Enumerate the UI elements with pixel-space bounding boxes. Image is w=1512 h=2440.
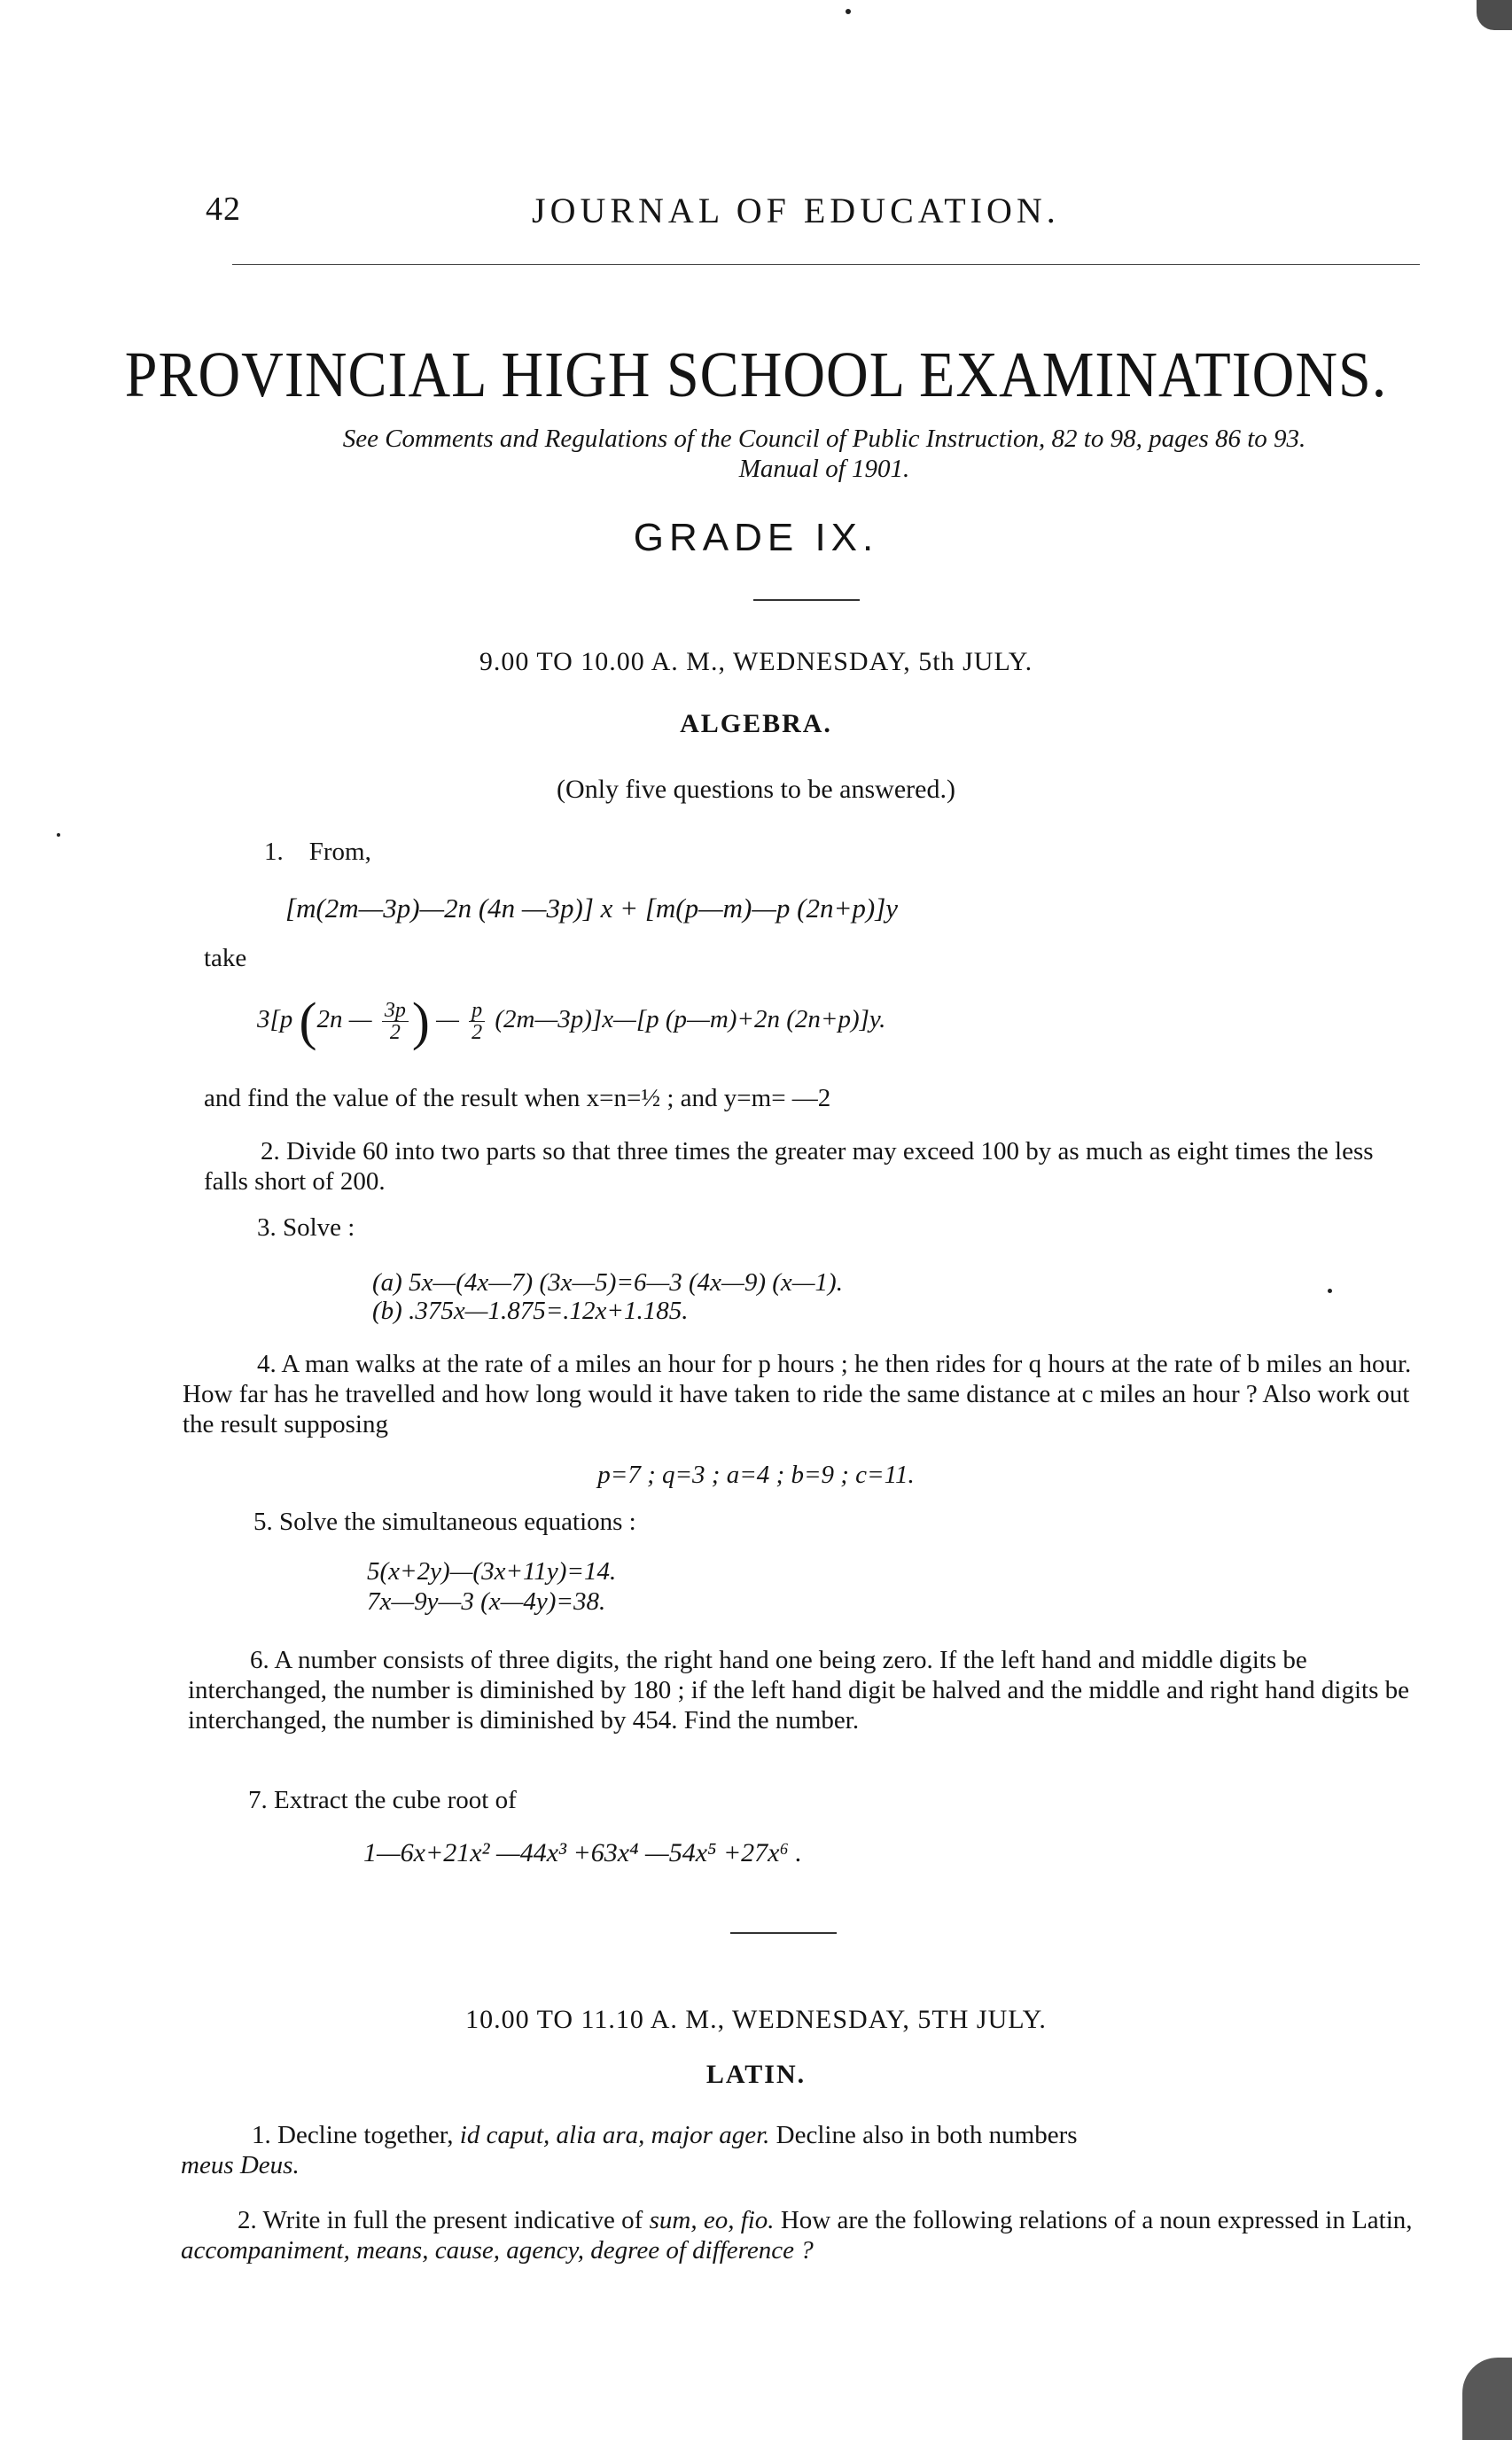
- algebra-q4-values: p=7 ; q=3 ; a=4 ; b=9 ; c=11.: [597, 1461, 915, 1489]
- scan-speck-margin: [57, 833, 60, 837]
- latin-q1-line-2: meus Deus.: [181, 2151, 300, 2179]
- algebra-instructions: (Only five questions to be answered.): [557, 775, 955, 804]
- algebra-q5-eq1: 5(x+2y)—(3x+11y)=14.: [367, 1557, 617, 1586]
- reference-line-2: Manual of 1901.: [738, 455, 910, 483]
- page-number: 42: [206, 191, 241, 228]
- latin-q2-lead: 2. Write in full the present indicative of: [238, 2206, 643, 2234]
- q1-number: 1.: [264, 838, 284, 866]
- algebra-q1-label: [264, 837, 371, 867]
- reference-line-1: See Comments and Regulations of the Council of Public Instruction, 82 to 98, pages 86 to 93.: [342, 425, 1306, 453]
- grade-divider: [753, 599, 860, 601]
- section-divider: [730, 1932, 837, 1934]
- latin-q1-tail: Decline also in both numbers: [775, 2121, 1078, 2149]
- latin-q1-words: id caput, alia ara, major ager.: [459, 2121, 770, 2149]
- latin-q2-verbs: sum, eo, fio.: [649, 2206, 775, 2234]
- latin-q1: [181, 2120, 1422, 2150]
- page-title: PROVINCIAL HIGH SCHOOL EXAMINATIONS.: [124, 339, 1388, 411]
- algebra-q3-heading: 3. Solve :: [257, 1213, 355, 1242]
- algebra-q1-expression-2: 3[p (2n — $\frac{3p}{2}$ ) — $\frac{p}{2}$ (2m—3p)]x—[p (p—m)+2n (2n+p)]y.: [257, 992, 886, 1051]
- scan-speck-top: [846, 9, 851, 14]
- latin-q2-terms: accompaniment, means, cause, agency, degree of difference ?: [181, 2236, 814, 2265]
- latin-q2-mid: How are the following relations of a noun expressed in Latin,: [780, 2206, 1413, 2234]
- algebra-q1-expression-1: [m(2m—3p)—2n (4n —3p)] x + [m(p—m)—p (2n+p)]y: [285, 893, 899, 924]
- header-rule: [232, 264, 1420, 265]
- journal-title: JOURNAL OF EDUCATION.: [532, 191, 1060, 230]
- grade-heading: GRADE IX.: [633, 516, 879, 559]
- algebra-q2: 2. Divide 60 into two parts so that three times the greater may exceed 100 by as much as eight times the less falls short of 200.: [204, 1137, 1374, 1196]
- algebra-time: 9.00 TO 10.00 A. M., WEDNESDAY, 5th JULY.: [479, 647, 1033, 676]
- algebra-q3-b: (b) .375x—1.875=.12x+1.185.: [372, 1297, 689, 1325]
- algebra-subject: ALGEBRA.: [680, 709, 832, 738]
- scan-damage-top-right: [1477, 0, 1512, 30]
- algebra-q1-take: take: [204, 944, 247, 972]
- latin-time: 10.00 TO 11.10 A. M., WEDNESDAY, 5TH JULY.: [465, 2005, 1047, 2034]
- q1-text: From,: [308, 838, 371, 866]
- scan-damage-bottom-right: [1462, 2358, 1512, 2440]
- latin-subject: LATIN.: [705, 2060, 807, 2089]
- latin-q2: [181, 2205, 1422, 2265]
- reference-note: [204, 424, 1445, 484]
- algebra-q5-eq2: 7x—9y—3 (x—4y)=38.: [367, 1587, 606, 1616]
- algebra-q1-find: and find the value of the result when x=n=½ ; and y=m= —2: [204, 1084, 831, 1112]
- algebra-q5-heading: 5. Solve the simultaneous equations :: [253, 1508, 636, 1536]
- algebra-q4: 4. A man walks at the rate of a miles an hour for p hours ; he then rides for q hours at the rate of b miles an hour. How far has he travelled and how long would it have taken to ride the same distance at c miles an hour ? Also work out the result supposing: [183, 1350, 1412, 1438]
- q1-expression-2-tail: (2m—3p)]x—[p (p—m)+2n (2n+p)]y.: [495, 1005, 886, 1033]
- algebra-q6: 6. A number consists of three digits, the right hand one being zero. If the left hand and middle digits be interchanged, the number is diminished by 180 ; if the left hand digit be halved and the middle and right hand digits be interchanged, the number is diminished by 454. Find the number.: [188, 1646, 1409, 1735]
- latin-q1-lead: 1. Decline together,: [252, 2121, 454, 2149]
- algebra-q7-expression: 1—6x+21x² —44x³ +63x⁴ —54x⁵ +27x⁶ .: [363, 1838, 802, 1867]
- algebra-q3-a: (a) 5x—(4x—7) (3x—5)=6—3 (4x—9) (x—1).: [372, 1268, 843, 1297]
- scan-speck-right: [1328, 1289, 1332, 1293]
- algebra-q7-heading: 7. Extract the cube root of: [248, 1786, 517, 1814]
